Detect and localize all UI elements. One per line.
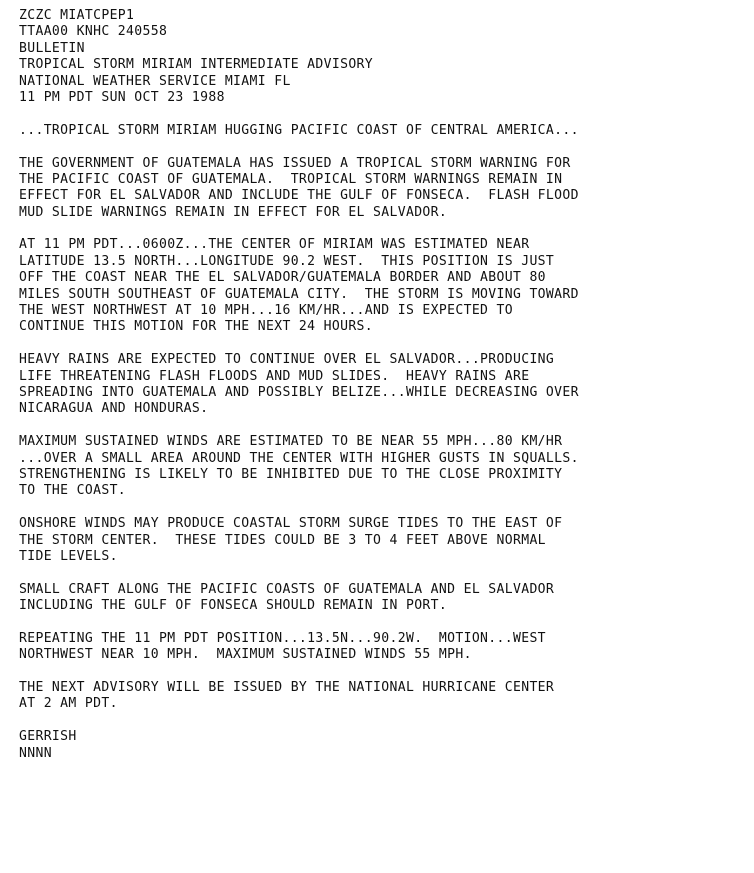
paragraph-line: OFF THE COAST NEAR THE EL SALVADOR/GUATEMALA BORDER AND ABOUT 80 xyxy=(19,270,546,286)
paragraph-line: STRENGTHENING IS LIKELY TO BE INHIBITED DUE TO THE CLOSE PROXIMITY xyxy=(19,466,563,482)
footer-block xyxy=(19,729,749,762)
paragraph-line: MUD SLIDE WARNINGS REMAIN IN EFFECT FOR EL SALVADOR. xyxy=(19,204,448,220)
paragraph-line: MILES SOUTH SOUTHEAST OF GUATEMALA CITY. THE STORM IS MOVING TOWARD xyxy=(19,286,579,302)
paragraph-line: HEAVY RAINS ARE EXPECTED TO CONTINUE OVER EL SALVADOR...PRODUCING xyxy=(19,352,555,368)
paragraph-line: AT 2 AM PDT. xyxy=(19,696,118,712)
header-line: TTAA00 KNHC 240558 xyxy=(19,24,168,40)
paragraph-line: REPEATING THE 11 PM PDT POSITION...13.5N...90.2W. MOTION...WEST xyxy=(19,630,546,646)
paragraph-next-advisory xyxy=(19,680,749,713)
paragraph-line: ...OVER A SMALL AREA AROUND THE CENTER WITH HIGHER GUSTS IN SQUALLS. xyxy=(19,450,579,466)
paragraph-position xyxy=(19,237,749,335)
forecaster-name: GERRISH xyxy=(19,729,77,745)
advisory-title: TROPICAL STORM MIRIAM INTERMEDIATE ADVISORY xyxy=(19,57,374,73)
end-marker: NNNN xyxy=(19,745,52,761)
paragraph-line: THE WEST NORTHWEST AT 10 MPH...16 KM/HR...AND IS EXPECTED TO xyxy=(19,303,513,319)
paragraph-line: SPREADING INTO GUATEMALA AND POSSIBLY BELIZE...WHILE DECREASING OVER xyxy=(19,384,579,400)
header-line: ZCZC MIATCPEP1 xyxy=(19,8,135,23)
paragraph-warnings xyxy=(19,156,749,222)
paragraph-line: THE GOVERNMENT OF GUATEMALA HAS ISSUED A TROPICAL STORM WARNING FOR xyxy=(19,155,571,171)
paragraph-line: INCLUDING THE GULF OF FONSECA SHOULD REMAIN IN PORT. xyxy=(19,598,448,614)
paragraph-line: NORTHWEST NEAR 10 MPH. MAXIMUM SUSTAINED WINDS 55 MPH. xyxy=(19,647,472,663)
paragraph-line: NICARAGUA AND HONDURAS. xyxy=(19,401,209,417)
headline: ...TROPICAL STORM MIRIAM HUGGING PACIFIC COAST OF CENTRAL AMERICA... xyxy=(19,122,579,138)
paragraph-line: EFFECT FOR EL SALVADOR AND INCLUDE THE GULF OF FONSECA. FLASH FLOOD xyxy=(19,188,579,204)
paragraph-line: ONSHORE WINDS MAY PRODUCE COASTAL STORM SURGE TIDES TO THE EAST OF xyxy=(19,516,563,532)
paragraph-line: LIFE THREATENING FLASH FLOODS AND MUD SLIDES. HEAVY RAINS ARE xyxy=(19,368,530,384)
advisory-document xyxy=(19,8,749,762)
paragraph-line: TIDE LEVELS. xyxy=(19,548,118,564)
paragraph-winds xyxy=(19,434,749,500)
paragraph-small-craft xyxy=(19,582,749,615)
paragraph-line: CONTINUE THIS MOTION FOR THE NEXT 24 HOURS. xyxy=(19,319,374,335)
issue-time: 11 PM PDT SUN OCT 23 1988 xyxy=(19,89,225,105)
paragraph-line: LATITUDE 13.5 NORTH...LONGITUDE 90.2 WEST. THIS POSITION IS JUST xyxy=(19,253,555,269)
header-block xyxy=(19,8,749,106)
paragraph-surge xyxy=(19,516,749,565)
paragraph-line: AT 11 PM PDT...0600Z...THE CENTER OF MIRIAM WAS ESTIMATED NEAR xyxy=(19,237,530,253)
paragraph-line: THE PACIFIC COAST OF GUATEMALA. TROPICAL STORM WARNINGS REMAIN IN xyxy=(19,171,563,187)
header-line: NATIONAL WEATHER SERVICE MIAMI FL xyxy=(19,73,291,89)
paragraph-rains xyxy=(19,352,749,418)
paragraph-repeat-position xyxy=(19,631,749,664)
paragraph-line: MAXIMUM SUSTAINED WINDS ARE ESTIMATED TO BE NEAR 55 MPH...80 KM/HR xyxy=(19,434,563,450)
paragraph-line: THE STORM CENTER. THESE TIDES COULD BE 3 TO 4 FEET ABOVE NORMAL xyxy=(19,532,546,548)
paragraph-line: SMALL CRAFT ALONG THE PACIFIC COASTS OF GUATEMALA AND EL SALVADOR xyxy=(19,581,555,597)
paragraph-line: TO THE COAST. xyxy=(19,483,127,499)
header-line: BULLETIN xyxy=(19,40,85,56)
paragraph-line: THE NEXT ADVISORY WILL BE ISSUED BY THE NATIONAL HURRICANE CENTER xyxy=(19,680,555,696)
